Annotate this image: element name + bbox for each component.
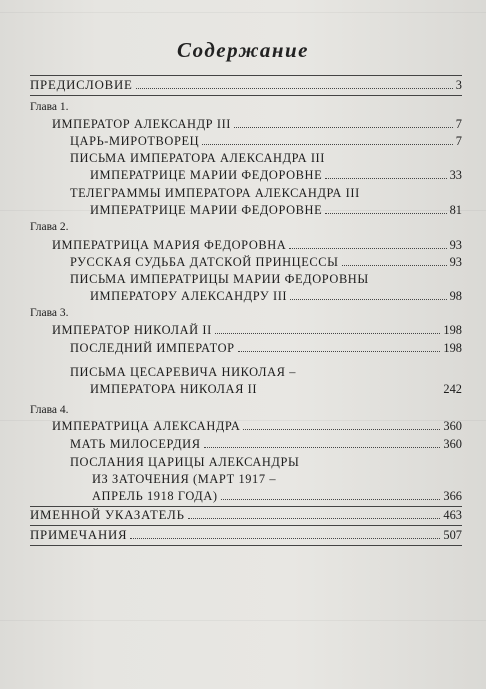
dot-leader (136, 88, 453, 89)
toc-entry[interactable] (90, 381, 462, 397)
dot-leader (325, 213, 446, 214)
toc-entry[interactable] (52, 116, 462, 132)
entry-label: ПОСЛЕДНИЙ ИМПЕРАТОР (70, 341, 235, 355)
top-rule (30, 75, 462, 76)
dot-leader (188, 518, 441, 519)
page-number: 242 (443, 382, 462, 396)
bleed-through-line (0, 620, 486, 621)
entry-label: ИМЕННОЙ УКАЗАТЕЛЬ (30, 508, 185, 522)
dot-leader (243, 429, 440, 430)
toc-entry-line: ТЕЛЕГРАММЫ ИМПЕРАТОРА АЛЕКСАНДРА III (70, 186, 360, 200)
toc-entry-notes[interactable] (30, 527, 462, 543)
dot-leader (234, 127, 453, 128)
bleed-through-line (0, 12, 486, 13)
bottom-rule (30, 545, 462, 546)
page-number: 93 (449, 255, 462, 269)
section-rule (30, 95, 462, 96)
chapter-label: Глава 4. (30, 404, 69, 416)
dot-leader (204, 447, 441, 448)
dot-leader (342, 265, 447, 266)
entry-label: ЦАРЬ-МИРОТВОРЕЦ (70, 134, 200, 148)
page-number: 81 (449, 203, 462, 217)
entry-label: ПРЕДИСЛОВИЕ (30, 78, 133, 92)
toc-entry-index[interactable] (30, 507, 462, 523)
dot-leader (130, 538, 440, 539)
page-number: 463 (443, 508, 462, 522)
toc-entry-preface[interactable] (30, 77, 462, 93)
page-number: 7 (455, 117, 462, 131)
page-number: 360 (443, 419, 462, 433)
page-number: 198 (443, 341, 462, 355)
dot-leader (215, 333, 441, 334)
entry-label: ИМПЕРАТОРУ АЛЕКСАНДРУ III (90, 289, 288, 303)
page-number: 3 (455, 78, 462, 92)
toc-entry[interactable] (52, 322, 462, 338)
page-number: 366 (443, 489, 462, 503)
page-number: 7 (455, 134, 462, 148)
toc-entry-line: ПИСЬМА ИМПЕРАТРИЦЫ МАРИИ ФЕДОРОВНЫ (70, 272, 369, 286)
page-number: 360 (443, 437, 462, 451)
page-number: 93 (449, 238, 462, 252)
toc-entry[interactable] (90, 202, 462, 218)
chapter-label: Глава 3. (30, 307, 69, 319)
entry-label: ИМПЕРАТРИЦЕ МАРИИ ФЕДОРОВНЕ (90, 203, 323, 217)
section-rule (30, 525, 462, 526)
toc-entry[interactable] (52, 237, 462, 253)
toc-entry-line: ИЗ ЗАТОЧЕНИЯ (МАРТ 1917 – (92, 472, 277, 486)
toc-entry[interactable] (90, 288, 462, 304)
entry-label: МАТЬ МИЛОСЕРДИЯ (70, 437, 201, 451)
toc-entry[interactable] (70, 133, 462, 149)
entry-label: ИМПЕРАТОР АЛЕКСАНДР III (52, 117, 232, 131)
toc-entry[interactable] (90, 167, 462, 183)
entry-label: РУССКАЯ СУДЬБА ДАТСКОЙ ПРИНЦЕССЫ (70, 255, 339, 269)
entry-label: ИМПЕРАТРИЦЕ МАРИИ ФЕДОРОВНЕ (90, 168, 323, 182)
chapter-label: Глава 2. (30, 221, 69, 233)
entry-label: ИМПЕРАТРИЦА МАРИЯ ФЕДОРОВНА (52, 238, 287, 252)
dot-leader (221, 499, 441, 500)
entry-label: ИМПЕРАТОР НИКОЛАЙ II (52, 323, 212, 337)
chapter-label: Глава 1. (30, 101, 69, 113)
dot-leader (289, 248, 446, 249)
toc-entry-line: ПИСЬМА ЦЕСАРЕВИЧА НИКОЛАЯ – (70, 365, 297, 379)
page-number: 198 (443, 323, 462, 337)
toc-entry[interactable] (92, 488, 462, 504)
toc-entry[interactable] (70, 340, 462, 356)
page-number: 33 (449, 168, 462, 182)
toc-entry-line: ПИСЬМА ИМПЕРАТОРА АЛЕКСАНДРА III (70, 151, 325, 165)
toc-entry[interactable] (70, 254, 462, 270)
toc-entry[interactable] (70, 436, 462, 452)
toc-entry-line: ПОСЛАНИЯ ЦАРИЦЫ АЛЕКСАНДРЫ (70, 455, 300, 469)
entry-label: ПРИМЕЧАНИЯ (30, 528, 128, 542)
page-number: 507 (443, 528, 462, 542)
toc-title: Содержание (177, 38, 309, 62)
page-number: 98 (449, 289, 462, 303)
entry-label: ИМПЕРАТРИЦА АЛЕКСАНДРА (52, 419, 241, 433)
dot-leader (325, 178, 446, 179)
dot-leader (238, 351, 441, 352)
dot-leader (202, 144, 453, 145)
entry-label: ИМПЕРАТОРА НИКОЛАЯ II (90, 382, 258, 396)
dot-leader (260, 392, 440, 393)
dot-leader (290, 299, 446, 300)
toc-entry[interactable] (52, 418, 462, 434)
entry-label: АПРЕЛЬ 1918 ГОДА) (92, 489, 218, 503)
